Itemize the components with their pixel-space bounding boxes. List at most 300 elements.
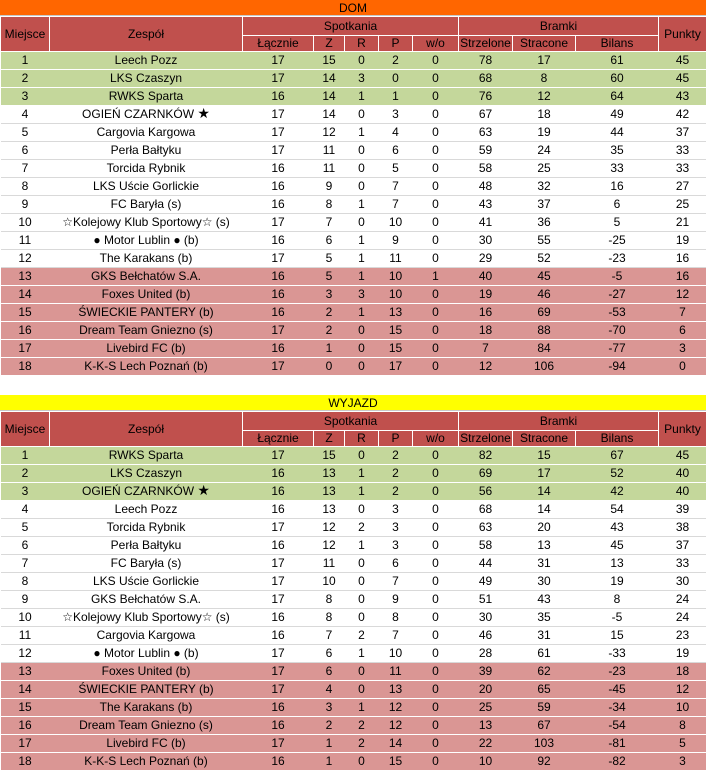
cell-games: 17 <box>243 681 314 699</box>
cell-goals-against: 30 <box>513 573 576 591</box>
cell-losses: 2 <box>379 483 413 501</box>
cell-losses: 10 <box>379 286 413 304</box>
cell-games: 17 <box>243 519 314 537</box>
cell-wins: 12 <box>314 124 345 142</box>
cell-goals-against: 17 <box>513 465 576 483</box>
cell-team <box>50 232 243 250</box>
cell-goals-against: 43 <box>513 591 576 609</box>
cell-games: 17 <box>243 106 314 124</box>
cell-walkovers: 0 <box>413 645 459 663</box>
table-row <box>1 483 706 501</box>
col-header-bilans: Bilans <box>576 431 659 447</box>
cell-goals-against: 12 <box>513 88 576 106</box>
cell-team <box>50 537 243 555</box>
standings-grid-wyjazd <box>0 411 706 771</box>
cell-place: 1 <box>1 447 50 465</box>
cell-walkovers: 0 <box>413 358 459 376</box>
col-header-spotkania: Spotkania <box>243 17 459 36</box>
cell-place: 6 <box>1 537 50 555</box>
cell-walkovers: 0 <box>413 627 459 645</box>
cell-team <box>50 735 243 753</box>
team-name: FC Baryła (s) <box>111 556 182 570</box>
col-header-z: Z <box>314 431 345 447</box>
cell-walkovers: 0 <box>413 250 459 268</box>
cell-walkovers: 0 <box>413 699 459 717</box>
cell-draws: 0 <box>345 340 379 358</box>
cell-draws: 0 <box>345 106 379 124</box>
cell-wins: 15 <box>314 52 345 70</box>
cell-wins: 11 <box>314 160 345 178</box>
cell-goal-difference: 35 <box>576 142 659 160</box>
col-header-miejsce: Miejsce <box>1 412 50 447</box>
cell-place: 11 <box>1 627 50 645</box>
cell-team <box>50 591 243 609</box>
cell-goals-for: 51 <box>459 591 513 609</box>
cell-losses: 15 <box>379 322 413 340</box>
cell-goals-against: 19 <box>513 124 576 142</box>
cell-goal-difference: -54 <box>576 717 659 735</box>
cell-place: 14 <box>1 681 50 699</box>
table-row <box>1 232 706 250</box>
cell-place: 1 <box>1 52 50 70</box>
cell-team <box>50 717 243 735</box>
cell-points: 43 <box>659 88 706 106</box>
table-row <box>1 447 706 465</box>
team-name: ☆Kolejowy Klub Sportowy☆ (s) <box>62 610 230 624</box>
team-name: GKS Bełchatów S.A. <box>91 269 201 283</box>
cell-games: 17 <box>243 645 314 663</box>
cell-goals-against: 52 <box>513 250 576 268</box>
table-row <box>1 358 706 376</box>
cell-team <box>50 304 243 322</box>
col-header-r: R <box>345 36 379 52</box>
cell-losses: 5 <box>379 160 413 178</box>
cell-goals-for: 67 <box>459 106 513 124</box>
cell-goal-difference: 52 <box>576 465 659 483</box>
cell-walkovers: 0 <box>413 340 459 358</box>
cell-goals-against: 62 <box>513 663 576 681</box>
cell-team <box>50 519 243 537</box>
cell-games: 16 <box>243 160 314 178</box>
cell-walkovers: 0 <box>413 52 459 70</box>
cell-goal-difference: -94 <box>576 358 659 376</box>
cell-team <box>50 88 243 106</box>
cell-goals-for: 48 <box>459 178 513 196</box>
table-row <box>1 573 706 591</box>
table-row <box>1 124 706 142</box>
cell-goals-for: 68 <box>459 501 513 519</box>
table-row <box>1 88 706 106</box>
cell-points: 7 <box>659 304 706 322</box>
cell-losses: 0 <box>379 70 413 88</box>
cell-goals-against: 55 <box>513 232 576 250</box>
team-name: ŚWIECKIE PANTERY (b) <box>78 682 213 696</box>
cell-goals-for: 46 <box>459 627 513 645</box>
cell-points: 37 <box>659 537 706 555</box>
cell-points: 3 <box>659 340 706 358</box>
cell-games: 16 <box>243 537 314 555</box>
cell-goal-difference: 49 <box>576 106 659 124</box>
cell-team <box>50 645 243 663</box>
cell-points: 23 <box>659 627 706 645</box>
table-row <box>1 70 706 88</box>
cell-goals-for: 20 <box>459 681 513 699</box>
cell-goal-difference: -81 <box>576 735 659 753</box>
cell-goal-difference: -5 <box>576 609 659 627</box>
cell-team <box>50 555 243 573</box>
cell-walkovers: 0 <box>413 465 459 483</box>
cell-walkovers: 0 <box>413 232 459 250</box>
star-icon: ★ <box>197 106 210 122</box>
star-icon: ★ <box>197 483 210 499</box>
cell-goals-against: 8 <box>513 70 576 88</box>
cell-team <box>50 142 243 160</box>
cell-points: 12 <box>659 286 706 304</box>
team-name: Torcida Rybnik <box>107 161 186 175</box>
cell-place: 16 <box>1 717 50 735</box>
cell-goal-difference: -34 <box>576 699 659 717</box>
cell-walkovers: 0 <box>413 214 459 232</box>
cell-wins: 14 <box>314 70 345 88</box>
cell-goals-for: 7 <box>459 340 513 358</box>
cell-wins: 6 <box>314 663 345 681</box>
col-header-stracone: Stracone <box>513 431 576 447</box>
cell-losses: 7 <box>379 196 413 214</box>
standings-table-wyjazd <box>0 395 706 771</box>
cell-goal-difference: -23 <box>576 250 659 268</box>
cell-goal-difference: -77 <box>576 340 659 358</box>
cell-points: 24 <box>659 591 706 609</box>
cell-team <box>50 286 243 304</box>
cell-points: 33 <box>659 142 706 160</box>
cell-place: 7 <box>1 160 50 178</box>
col-header-zespol: Zespół <box>50 412 243 447</box>
cell-games: 16 <box>243 286 314 304</box>
cell-goal-difference: -33 <box>576 645 659 663</box>
cell-goals-against: 106 <box>513 358 576 376</box>
cell-goals-for: 82 <box>459 447 513 465</box>
cell-games: 16 <box>243 627 314 645</box>
cell-walkovers: 0 <box>413 519 459 537</box>
cell-draws: 0 <box>345 322 379 340</box>
cell-points: 39 <box>659 501 706 519</box>
cell-goals-against: 61 <box>513 645 576 663</box>
cell-wins: 1 <box>314 735 345 753</box>
cell-team <box>50 214 243 232</box>
table-body-wyjazd <box>1 447 706 771</box>
cell-goals-for: 29 <box>459 250 513 268</box>
cell-walkovers: 0 <box>413 106 459 124</box>
cell-wins: 13 <box>314 501 345 519</box>
col-header-stracone: Stracone <box>513 36 576 52</box>
cell-losses: 2 <box>379 465 413 483</box>
cell-losses: 6 <box>379 142 413 160</box>
cell-goal-difference: 67 <box>576 447 659 465</box>
cell-team <box>50 358 243 376</box>
cell-draws: 2 <box>345 519 379 537</box>
cell-losses: 10 <box>379 268 413 286</box>
cell-losses: 9 <box>379 591 413 609</box>
cell-points: 0 <box>659 358 706 376</box>
col-header-wo: w/o <box>413 36 459 52</box>
table-row <box>1 340 706 358</box>
cell-goals-for: 58 <box>459 160 513 178</box>
cell-team <box>50 681 243 699</box>
cell-points: 8 <box>659 717 706 735</box>
cell-goals-for: 41 <box>459 214 513 232</box>
cell-place: 13 <box>1 268 50 286</box>
cell-team <box>50 753 243 771</box>
cell-losses: 4 <box>379 124 413 142</box>
cell-wins: 3 <box>314 699 345 717</box>
cell-goals-for: 59 <box>459 142 513 160</box>
cell-goal-difference: -23 <box>576 663 659 681</box>
cell-draws: 0 <box>345 591 379 609</box>
cell-goals-against: 35 <box>513 609 576 627</box>
cell-points: 40 <box>659 465 706 483</box>
team-name: LKS Czaszyn <box>110 71 182 85</box>
cell-place: 10 <box>1 214 50 232</box>
cell-games: 17 <box>243 250 314 268</box>
cell-place: 13 <box>1 663 50 681</box>
cell-losses: 3 <box>379 106 413 124</box>
cell-goals-for: 44 <box>459 555 513 573</box>
team-name: Foxes United (b) <box>102 664 191 678</box>
team-name: RWKS Sparta <box>109 448 183 462</box>
cell-goals-against: 24 <box>513 142 576 160</box>
cell-draws: 0 <box>345 142 379 160</box>
cell-walkovers: 0 <box>413 609 459 627</box>
cell-walkovers: 0 <box>413 304 459 322</box>
cell-points: 33 <box>659 555 706 573</box>
col-header-strzelone: Strzelone <box>459 431 513 447</box>
team-name: Livebird FC (b) <box>106 736 185 750</box>
cell-losses: 8 <box>379 609 413 627</box>
cell-losses: 15 <box>379 340 413 358</box>
cell-walkovers: 0 <box>413 196 459 214</box>
cell-wins: 3 <box>314 286 345 304</box>
cell-goals-for: 39 <box>459 663 513 681</box>
cell-goals-for: 22 <box>459 735 513 753</box>
table-row <box>1 753 706 771</box>
cell-team <box>50 627 243 645</box>
cell-draws: 2 <box>345 735 379 753</box>
team-name: OGIEŃ CZARNKÓW <box>82 484 194 498</box>
team-name: The Karakans (b) <box>100 251 193 265</box>
cell-games: 16 <box>243 717 314 735</box>
team-name: Perła Bałtyku <box>111 538 182 552</box>
cell-goals-against: 25 <box>513 160 576 178</box>
cell-wins: 14 <box>314 106 345 124</box>
cell-goal-difference: 6 <box>576 196 659 214</box>
cell-points: 27 <box>659 178 706 196</box>
cell-losses: 12 <box>379 699 413 717</box>
team-name: LKS Uście Gorlickie <box>93 179 199 193</box>
cell-walkovers: 0 <box>413 160 459 178</box>
cell-goals-for: 43 <box>459 196 513 214</box>
cell-place: 7 <box>1 555 50 573</box>
cell-team <box>50 178 243 196</box>
cell-draws: 0 <box>345 663 379 681</box>
table-row <box>1 142 706 160</box>
cell-losses: 3 <box>379 519 413 537</box>
col-header-wo: w/o <box>413 431 459 447</box>
table-row <box>1 663 706 681</box>
team-name: LKS Czaszyn <box>110 466 182 480</box>
cell-points: 6 <box>659 322 706 340</box>
table-row <box>1 501 706 519</box>
cell-games: 16 <box>243 196 314 214</box>
cell-place: 2 <box>1 70 50 88</box>
cell-walkovers: 0 <box>413 88 459 106</box>
cell-goal-difference: -25 <box>576 232 659 250</box>
cell-draws: 1 <box>345 465 379 483</box>
table-row <box>1 214 706 232</box>
cell-points: 30 <box>659 573 706 591</box>
cell-goal-difference: 64 <box>576 88 659 106</box>
table-row <box>1 286 706 304</box>
cell-wins: 7 <box>314 214 345 232</box>
cell-games: 16 <box>243 609 314 627</box>
cell-draws: 1 <box>345 483 379 501</box>
cell-wins: 8 <box>314 196 345 214</box>
cell-team <box>50 106 243 124</box>
cell-goal-difference: 54 <box>576 501 659 519</box>
cell-points: 42 <box>659 106 706 124</box>
cell-walkovers: 0 <box>413 591 459 609</box>
team-name: K-K-S Lech Poznań (b) <box>84 754 207 768</box>
cell-points: 19 <box>659 232 706 250</box>
cell-draws: 0 <box>345 681 379 699</box>
cell-place: 18 <box>1 358 50 376</box>
cell-goals-against: 14 <box>513 483 576 501</box>
cell-games: 17 <box>243 573 314 591</box>
cell-draws: 1 <box>345 537 379 555</box>
col-header-z: Z <box>314 36 345 52</box>
col-header-lacznie: Łącznie <box>243 36 314 52</box>
cell-goals-for: 25 <box>459 699 513 717</box>
cell-goal-difference: 33 <box>576 160 659 178</box>
cell-games: 17 <box>243 124 314 142</box>
cell-goals-against: 65 <box>513 681 576 699</box>
cell-goals-against: 17 <box>513 52 576 70</box>
cell-wins: 4 <box>314 681 345 699</box>
cell-goals-against: 69 <box>513 304 576 322</box>
cell-draws: 0 <box>345 178 379 196</box>
cell-walkovers: 0 <box>413 70 459 88</box>
cell-place: 8 <box>1 573 50 591</box>
cell-team <box>50 52 243 70</box>
cell-wins: 8 <box>314 591 345 609</box>
cell-place: 3 <box>1 483 50 501</box>
col-header-r: R <box>345 431 379 447</box>
cell-goals-for: 58 <box>459 537 513 555</box>
team-name: Foxes United (b) <box>102 287 191 301</box>
cell-games: 16 <box>243 232 314 250</box>
cell-place: 6 <box>1 142 50 160</box>
cell-games: 17 <box>243 447 314 465</box>
cell-games: 16 <box>243 268 314 286</box>
cell-goals-for: 78 <box>459 52 513 70</box>
cell-games: 17 <box>243 214 314 232</box>
cell-goals-against: 36 <box>513 214 576 232</box>
table-title-wyjazd: WYJAZD <box>0 395 706 411</box>
cell-team <box>50 447 243 465</box>
cell-goal-difference: 61 <box>576 52 659 70</box>
cell-games: 16 <box>243 178 314 196</box>
cell-goal-difference: 60 <box>576 70 659 88</box>
cell-points: 16 <box>659 250 706 268</box>
cell-draws: 0 <box>345 52 379 70</box>
cell-draws: 0 <box>345 501 379 519</box>
cell-team <box>50 160 243 178</box>
cell-points: 45 <box>659 447 706 465</box>
table-row <box>1 645 706 663</box>
cell-losses: 6 <box>379 555 413 573</box>
cell-games: 16 <box>243 304 314 322</box>
table-row <box>1 106 706 124</box>
standings-grid-dom <box>0 16 706 376</box>
cell-games: 16 <box>243 501 314 519</box>
cell-goals-for: 30 <box>459 232 513 250</box>
cell-walkovers: 0 <box>413 573 459 591</box>
cell-games: 17 <box>243 555 314 573</box>
col-header-punkty: Punkty <box>659 412 706 447</box>
team-name: ● Motor Lublin ● (b) <box>93 646 198 660</box>
cell-walkovers: 0 <box>413 555 459 573</box>
cell-goal-difference: 43 <box>576 519 659 537</box>
cell-wins: 11 <box>314 555 345 573</box>
standings-table-dom <box>0 0 706 376</box>
cell-place: 17 <box>1 340 50 358</box>
cell-goals-for: 28 <box>459 645 513 663</box>
cell-place: 9 <box>1 196 50 214</box>
cell-points: 3 <box>659 753 706 771</box>
table-row <box>1 555 706 573</box>
cell-walkovers: 0 <box>413 717 459 735</box>
team-name: Cargovia Kargowa <box>97 125 196 139</box>
table-row <box>1 196 706 214</box>
cell-goals-against: 14 <box>513 501 576 519</box>
cell-wins: 5 <box>314 268 345 286</box>
cell-games: 17 <box>243 142 314 160</box>
team-name: FC Baryła (s) <box>111 197 182 211</box>
cell-walkovers: 0 <box>413 178 459 196</box>
cell-goals-for: 68 <box>459 70 513 88</box>
cell-wins: 2 <box>314 717 345 735</box>
cell-place: 12 <box>1 645 50 663</box>
cell-goals-against: 18 <box>513 106 576 124</box>
cell-team <box>50 268 243 286</box>
cell-goals-for: 76 <box>459 88 513 106</box>
cell-points: 45 <box>659 70 706 88</box>
table-row <box>1 681 706 699</box>
cell-draws: 0 <box>345 573 379 591</box>
cell-points: 24 <box>659 609 706 627</box>
cell-games: 17 <box>243 358 314 376</box>
cell-points: 45 <box>659 52 706 70</box>
cell-walkovers: 0 <box>413 322 459 340</box>
cell-goals-against: 59 <box>513 699 576 717</box>
cell-walkovers: 0 <box>413 735 459 753</box>
cell-games: 16 <box>243 340 314 358</box>
cell-goals-for: 19 <box>459 286 513 304</box>
cell-points: 38 <box>659 519 706 537</box>
cell-points: 18 <box>659 663 706 681</box>
cell-goal-difference: 42 <box>576 483 659 501</box>
cell-wins: 15 <box>314 447 345 465</box>
cell-points: 10 <box>659 699 706 717</box>
